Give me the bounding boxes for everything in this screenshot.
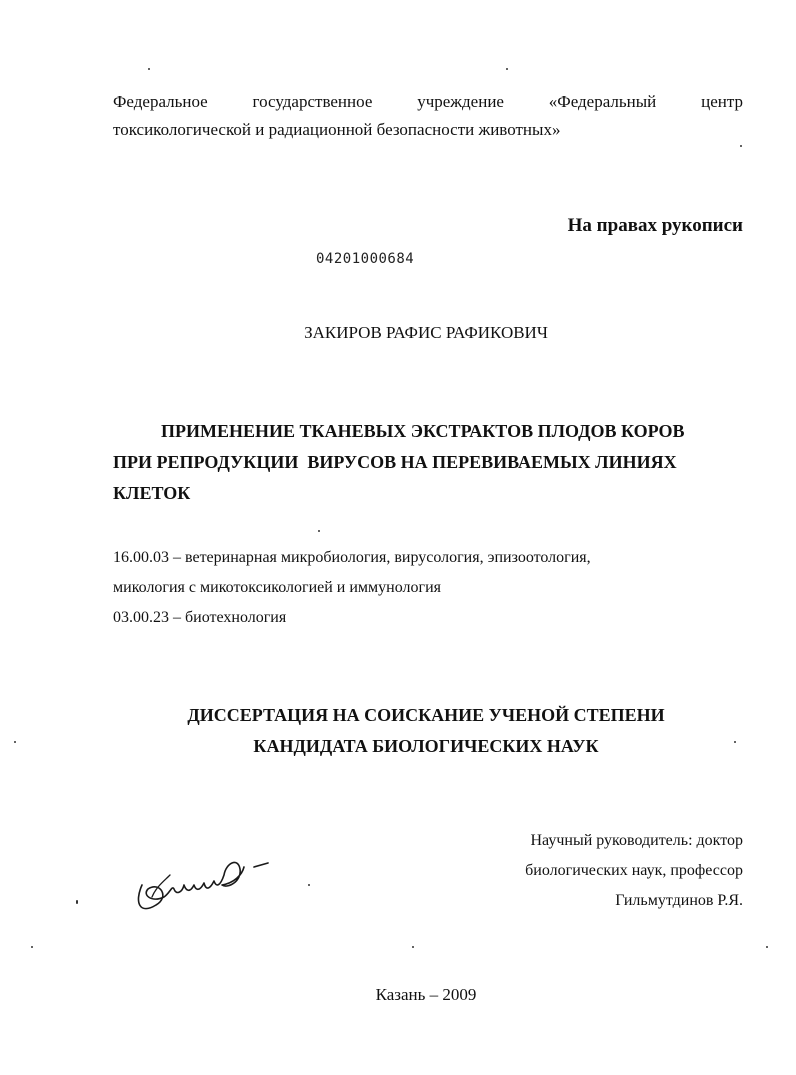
scan-speck — [766, 946, 768, 948]
supervisor-block — [525, 826, 743, 916]
dissertation-title — [113, 416, 753, 509]
degree-line-2: КАНДИДАТА БИОЛОГИЧЕСКИХ НАУК — [253, 736, 599, 756]
organization-block — [113, 88, 743, 144]
manuscript-rights: На правах рукописи — [567, 215, 743, 236]
title-line-3: КЛЕТОК — [113, 483, 191, 503]
org-word: Федеральное — [113, 92, 208, 111]
title-line-1: ПРИМЕНЕНИЕ ТКАНЕВЫХ ЭКСТРАКТОВ ПЛОДОВ КОРОВ — [161, 421, 685, 441]
specialties-block — [113, 543, 763, 633]
scan-speck — [31, 946, 33, 948]
organization-line-1 — [113, 88, 743, 116]
specialty-line-3: 03.00.23 – биотехнология — [113, 609, 287, 626]
degree-statement — [0, 700, 796, 762]
specialty-line-2: микология с микотоксикологией и иммунология — [113, 579, 441, 596]
scan-speck — [148, 68, 150, 70]
title-line-2: ПРИ РЕПРОДУКЦИИ ВИРУСОВ НА ПЕРЕВИВАЕМЫХ ЛИНИЯХ — [113, 452, 677, 472]
supervisor-line-3: Гильмутдинов Р.Я. — [615, 892, 743, 909]
org-word: государственное — [252, 92, 373, 111]
specialty-line-1: 16.00.03 – ветеринарная микробиология, вирусология, эпизоотология, — [113, 549, 591, 566]
scan-speck — [308, 884, 310, 886]
supervisor-line-1: Научный руководитель: доктор — [530, 832, 743, 849]
org-word: «Федеральный — [548, 92, 657, 111]
document-code: 04201000684 — [316, 251, 415, 267]
scan-speck — [506, 68, 508, 70]
org-word: учреждение — [417, 92, 504, 111]
scan-speck — [740, 145, 742, 147]
city-year: Казань – 2009 — [375, 985, 477, 1004]
supervisor-line-2: биологических наук, профессор — [525, 862, 743, 879]
scan-speck — [76, 900, 78, 904]
handwritten-signature — [130, 845, 280, 915]
org-word: центр — [701, 92, 743, 111]
scan-speck — [734, 741, 736, 743]
author-name: ЗАКИРОВ РАФИС РАФИКОВИЧ — [304, 323, 548, 342]
scan-speck — [14, 741, 16, 743]
degree-line-1: ДИССЕРТАЦИЯ НА СОИСКАНИЕ УЧЕНОЙ СТЕПЕНИ — [187, 705, 665, 725]
organization-line-2: токсикологической и радиационной безопасности животных» — [113, 120, 561, 139]
scan-speck — [412, 946, 414, 948]
scan-speck — [318, 530, 320, 532]
